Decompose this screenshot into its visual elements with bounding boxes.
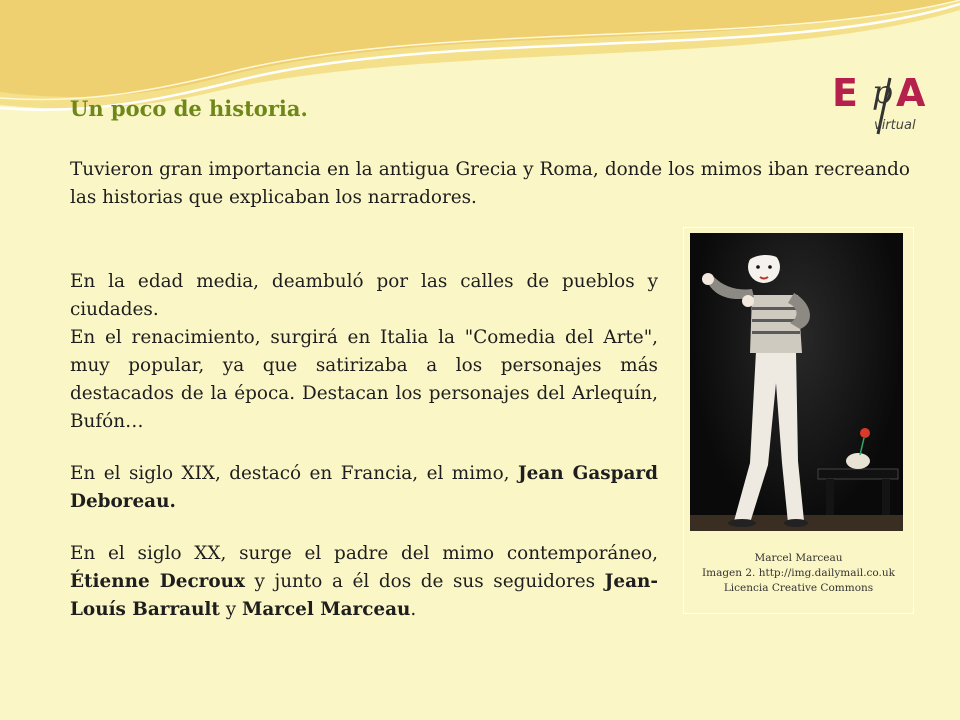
- slide-title: Un poco de historia.: [70, 96, 308, 121]
- decroux-name: Étienne Decroux: [70, 571, 245, 592]
- logo-letter-e: E: [832, 71, 858, 115]
- barrault-name: Jean-Louís Barrault: [70, 571, 658, 620]
- photo-figure: [683, 227, 914, 614]
- caption-license: Licencia Creative Commons: [723, 582, 874, 594]
- nineteenth-century-paragraph: En el siglo XIX, destacó en Francia, el mimo, Jean Gaspard Deboreau.: [70, 463, 658, 512]
- history-text: [70, 268, 658, 624]
- deboreau-name: Jean Gaspard Deboreau.: [70, 463, 658, 512]
- mime-illustration: [690, 233, 903, 531]
- marcel-marceau-photo: [690, 233, 903, 531]
- logo-subtitle: virtual: [874, 118, 916, 133]
- twentieth-century-paragraph: En el siglo XX, surge el padre del mimo contemporáneo, Étienne Decroux y junto a él dos de sus seguidores Jean-Louís Barrault y Marcel Marceau.: [70, 543, 658, 620]
- logo-letter-a: A: [896, 71, 926, 115]
- photo-caption: [684, 551, 913, 596]
- intro-paragraph: Tuvieron gran importancia en la antigua Grecia y Roma, donde los mimos iban recreando las historias que explicaban los narradores.: [70, 159, 910, 208]
- logo-letter-p: p: [872, 73, 893, 111]
- middle-ages-paragraph: En la edad media, deambuló por las calles de pueblos y ciudades.: [70, 271, 658, 320]
- marceau-name: Marcel Marceau: [242, 599, 411, 620]
- caption-source: Imagen 2. http://img.dailymail.co.uk: [701, 567, 896, 579]
- caption-title: Marcel Marceau: [754, 552, 843, 564]
- renaissance-paragraph: En el renacimiento, surgirá en Italia la "Comedia del Arte", muy popular, ya que satirizaba a los personajes más destacados de la época. Destacan los personajes del Arlequín, Bufón…: [70, 327, 658, 432]
- epa-virtual-logo: [830, 71, 930, 144]
